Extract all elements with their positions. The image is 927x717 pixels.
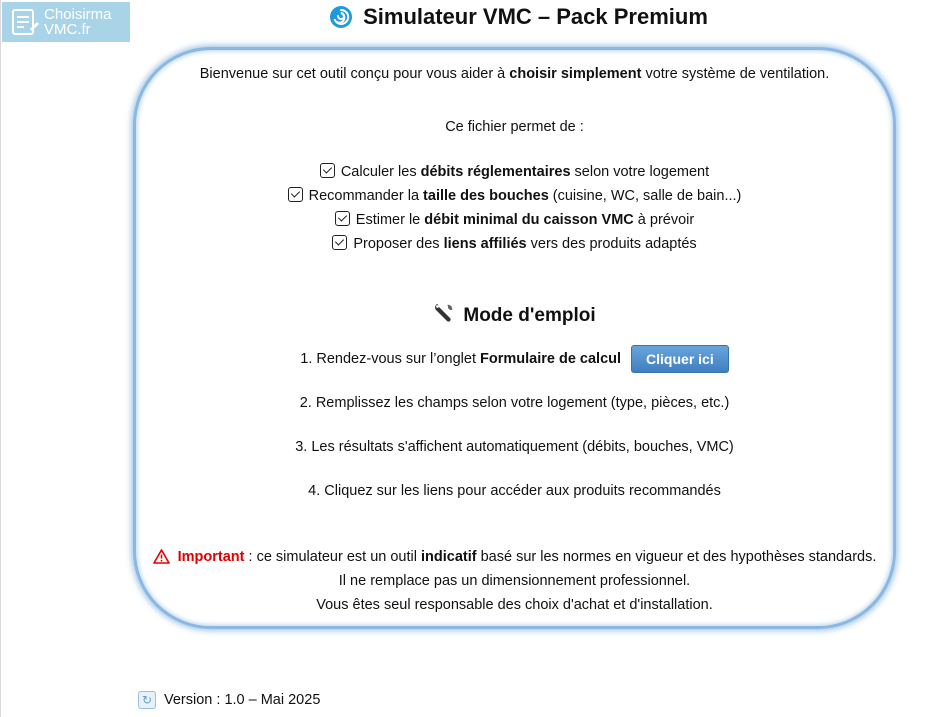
- checkbox-icon: [320, 163, 335, 178]
- file-allows-label: Ce fichier permet de :: [445, 119, 584, 135]
- warning-icon: [153, 549, 170, 564]
- page-title: Simulateur VMC – Pack Premium: [363, 4, 708, 29]
- mode-emploi-heading: Mode d'emploi: [133, 302, 896, 327]
- intro-text: Bienvenue sur cet outil conçu pour vous aider à choisir simplement votre système de ventilation.: [199, 66, 830, 82]
- logo-line1: Choisirma: [44, 6, 112, 23]
- step-2: 2. Remplissez les champs selon votre logement (type, pièces, etc.): [299, 395, 730, 411]
- feature-item: Proposer des liens affiliés vers des produits adaptés: [133, 235, 896, 252]
- disclaimer-line-3: Vous êtes seul responsable des choix d'achat et d'installation.: [316, 597, 713, 613]
- disclaimer-line-1: Important : ce simulateur est un outil indicatif basé sur les normes en vigueur et des hypothèses standards.: [133, 549, 896, 565]
- refresh-icon: ↻: [138, 691, 156, 709]
- checkbox-icon: [335, 211, 350, 226]
- step-3: 3. Les résultats s'affichent automatiquement (débits, bouches, VMC): [295, 439, 734, 455]
- feature-item: Recommander la taille des bouches (cuisine, WC, salle de bain...): [133, 187, 896, 204]
- checkbox-icon: [288, 187, 303, 202]
- step-1: 1. Rendez-vous sur l’onglet Formulaire de calcul Cliquer ici: [133, 345, 896, 373]
- left-gridline: [0, 0, 1, 717]
- step-4: 4. Cliquez sur les liens pour accéder aux produits recommandés: [308, 483, 721, 499]
- header: [0, 4, 927, 30]
- feature-item: Estimer le débit minimal du caisson VMC à prévoir: [133, 211, 896, 228]
- logo-line2: VMC.fr: [44, 21, 91, 38]
- version-text: Version : 1.0 – Mai 2025: [164, 692, 321, 708]
- disclaimer-line-2: Il ne remplace pas un dimensionnement professionnel.: [338, 573, 691, 589]
- important-label: Important: [177, 549, 245, 565]
- feature-item: Calculer les débits réglementaires selon votre logement: [133, 163, 896, 180]
- click-here-button[interactable]: Cliquer ici: [631, 345, 729, 373]
- swirl-icon: [329, 5, 353, 29]
- wrench-icon: [433, 302, 455, 324]
- checkbox-icon: [332, 235, 347, 250]
- version-footer: [138, 691, 320, 709]
